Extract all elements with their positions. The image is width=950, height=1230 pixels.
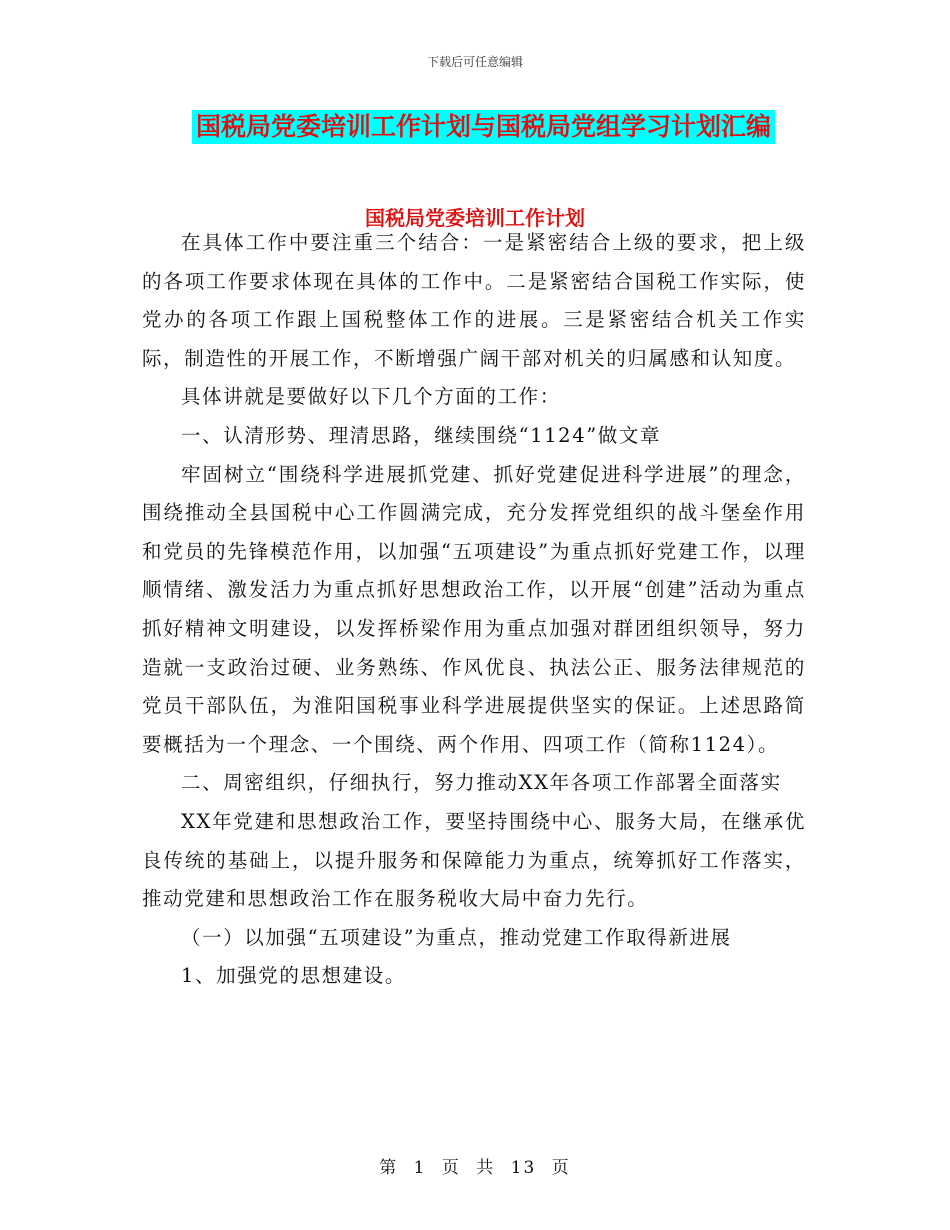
paragraph: 一、认清形势、理清思路，继续围绕“1124”做文章 [181, 423, 662, 447]
paragraph: 在具体工作中要注重三个结合：一是紧密结合上级的要求，把上级的各项工作要求体现在具体的工作中。二是紧密结合国税工作实际，使党办的各项工作跟上国税整体工作的进展。三是紧密结合机关工作实际，制造性的开展工作，不断增强广阔干部对机关的归属感和认知度。 [142, 231, 806, 370]
footer-gong: 共 [476, 1158, 496, 1178]
section-title: 国税局党委培训工作计划 [365, 206, 585, 230]
paragraph: XX年党建和思想政治工作，要坚持围绕中心、服务大局，在继承优良传统的基础上，以提升服务和保障能力为重点，统筹抓好工作落实，推动党建和思想政治工作在服务税收大局中奋力先行。 [142, 809, 806, 911]
paragraph: （一）以加强“五项建设”为重点，推动党建工作取得新进展 [181, 925, 732, 949]
paragraph: 牢固树立“围绕科学进展抓党建、抓好党建促进科学进展”的理念，围绕推动全县国税中心工作圆满完成，充分发挥党组织的战斗堡垒作用和党员的先锋模范作用，以加强“五项建设”为重点抓好党建工作，以理顺情绪、激发活力为重点抓好思想政治工作，以开展“创建”活动为重点抓好精神文明建设，以发挥桥梁作用为重点加强对群团组织领导，努力造就一支政治过硬、业务熟练、作风优良、执法公正、服务法律规范的党员干部队伍，为淮阳国税事业科学进展提供坚实的保证。上述思路简要概括为一个理念、一个围绕、两个作用、四项工作（简称1124）。 [142, 462, 806, 756]
footer-page-number: 1 [413, 1158, 427, 1178]
main-title: 国税局党委培训工作计划与国税局党组学习计划汇编 [192, 110, 775, 144]
paragraph: 具体讲就是要做好以下几个方面的工作： [181, 385, 561, 409]
footer-ye: 页 [441, 1158, 461, 1178]
header-note: 下载后可任意编辑 [426, 55, 523, 69]
footer-total-pages: 13 [510, 1158, 537, 1178]
body-text [142, 224, 806, 996]
footer-ye2: 页 [551, 1158, 571, 1178]
page-footer [0, 1153, 950, 1178]
paragraph: 1、加强党的思想建设。 [181, 964, 407, 988]
footer-di: 第 [379, 1158, 399, 1178]
paragraph: 二、周密组织，仔细执行，努力推动XX年各项工作部署全面落实 [181, 771, 782, 795]
